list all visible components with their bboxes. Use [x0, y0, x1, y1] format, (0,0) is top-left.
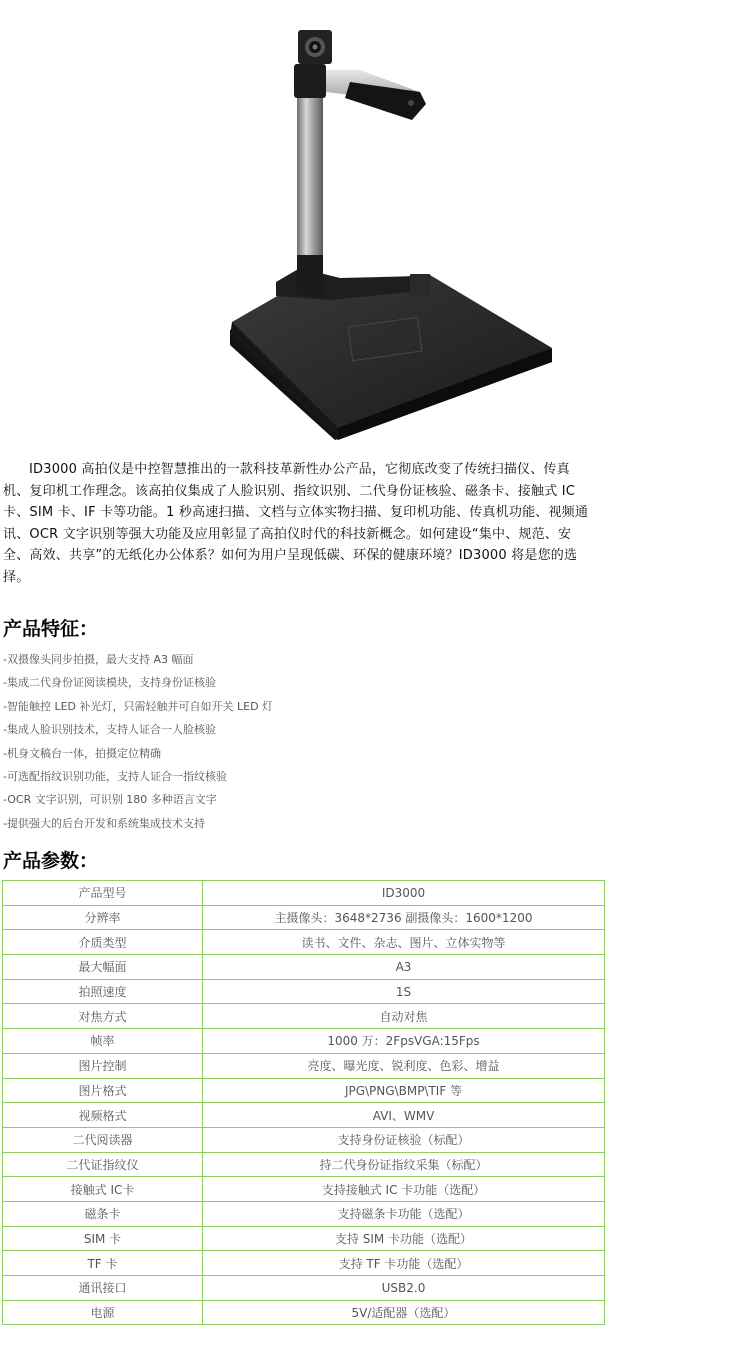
param-name: 图片格式: [3, 1078, 203, 1103]
param-name: 介质类型: [3, 930, 203, 955]
param-value: A3: [203, 955, 605, 980]
param-name: 拍照速度: [3, 979, 203, 1004]
param-name: 分辨率: [3, 905, 203, 930]
feature-item: -OCR 文字识别，可识别 180 多种语言文字: [3, 793, 217, 807]
param-name: 通讯接口: [3, 1276, 203, 1301]
param-value: 自动对焦: [203, 1004, 605, 1029]
feature-item: -集成人脸识别技术，支持人证合一人脸核验: [3, 723, 216, 737]
param-name: 磁条卡: [3, 1201, 203, 1226]
param-value: 支持磁条卡功能（选配）: [203, 1201, 605, 1226]
table-row: [3, 955, 605, 980]
param-value: 读书、文件、杂志、图片、立体实物等: [203, 930, 605, 955]
param-name: 接触式 IC卡: [3, 1177, 203, 1202]
features-list: [3, 648, 273, 835]
param-name: 最大幅面: [3, 955, 203, 980]
table-row: [3, 1300, 605, 1325]
param-name: SIM 卡: [3, 1226, 203, 1251]
param-value: JPG\PNG\BMP\TIF 等: [203, 1078, 605, 1103]
feature-item: -集成二代身份证阅读模块，支持身份证核验: [3, 676, 216, 690]
param-name: 二代证指纹仪: [3, 1152, 203, 1177]
param-value: 支持 SIM 卡功能（选配）: [203, 1226, 605, 1251]
table-row: [3, 1226, 605, 1251]
param-name: 产品型号: [3, 881, 203, 906]
table-row: [3, 979, 605, 1004]
param-value: USB2.0: [203, 1276, 605, 1301]
table-row: [3, 905, 605, 930]
param-value: 亮度、曝光度、锐利度、色彩、增益: [203, 1053, 605, 1078]
param-name: TF 卡: [3, 1251, 203, 1276]
table-row: [3, 1078, 605, 1103]
intro-paragraph: ID3000 高拍仪是中控智慧推出的一款科技革新性办公产品，它彻底改变了传统扫描仪、传真机、复印机工作理念。该高拍仪集成了人脸识别、指纹识别、二代身份证核验、磁条卡、接触式 IC 卡、SIM 卡、IF 卡等功能。1 秒高速扫描、文档与立体实物扫描、复印机功能、传真机功能、视频通讯、OCR 文字识别等强大功能及应用彰显了高拍仪时代的科技新概念。如何建设“集中、规范、安全、高效、共享”的无纸化办公体系？如何为用户呈现低碳、环保的健康环境？ID3000 将是您的选择。: [3, 462, 589, 585]
param-name: 帧率: [3, 1029, 203, 1054]
table-row: [3, 881, 605, 906]
table-row: [3, 930, 605, 955]
param-name: 二代阅读器: [3, 1127, 203, 1152]
param-value: 支持 TF 卡功能（选配）: [203, 1251, 605, 1276]
feature-item: -智能触控 LED 补光灯，只需轻触并可自如开关 LED 灯: [3, 699, 274, 713]
param-value: AVI、WMV: [203, 1103, 605, 1128]
table-row: [3, 1177, 605, 1202]
param-name: 电源: [3, 1300, 203, 1325]
param-value: 5V/适配器（选配）: [203, 1300, 605, 1325]
param-value: 主摄像头：3648*2736 副摄像头：1600*1200: [203, 905, 605, 930]
table-row: [3, 1127, 605, 1152]
table-row: [3, 1276, 605, 1301]
param-name: 对焦方式: [3, 1004, 203, 1029]
feature-item: -双摄像头同步拍摄，最大支持 A3 幅面: [3, 653, 194, 666]
table-row: [3, 1029, 605, 1054]
param-value: 支持接触式 IC 卡功能（选配）: [203, 1177, 605, 1202]
param-value: 1000 万：2FpsVGA:15Fps: [203, 1029, 605, 1054]
table-row: [3, 1251, 605, 1276]
feature-item: -可选配指纹识别功能，支持人证合一指纹核验: [3, 769, 227, 783]
feature-item: -机身文稿台一体，拍摄定位精确: [3, 746, 161, 760]
table-row: [3, 1004, 605, 1029]
table-row: [3, 1053, 605, 1078]
param-value: 1S: [203, 979, 605, 1004]
table-row: [3, 1201, 605, 1226]
params-heading: 产品参数：: [3, 850, 99, 872]
table-row: [3, 1152, 605, 1177]
params-table: [2, 880, 605, 1325]
product-image: [0, 0, 750, 455]
param-value: 支持身份证核验（标配）: [203, 1127, 605, 1152]
feature-item: -提供强大的后台开发和系统集成技术支持: [3, 816, 205, 830]
param-value: ID3000: [203, 881, 605, 906]
document-camera-illustration: [0, 0, 750, 455]
table-row: [3, 1103, 605, 1128]
param-value: 持二代身份证指纹采集（标配）: [203, 1152, 605, 1177]
features-heading: 产品特征：: [3, 618, 99, 640]
param-name: 图片控制: [3, 1053, 203, 1078]
param-name: 视频格式: [3, 1103, 203, 1128]
